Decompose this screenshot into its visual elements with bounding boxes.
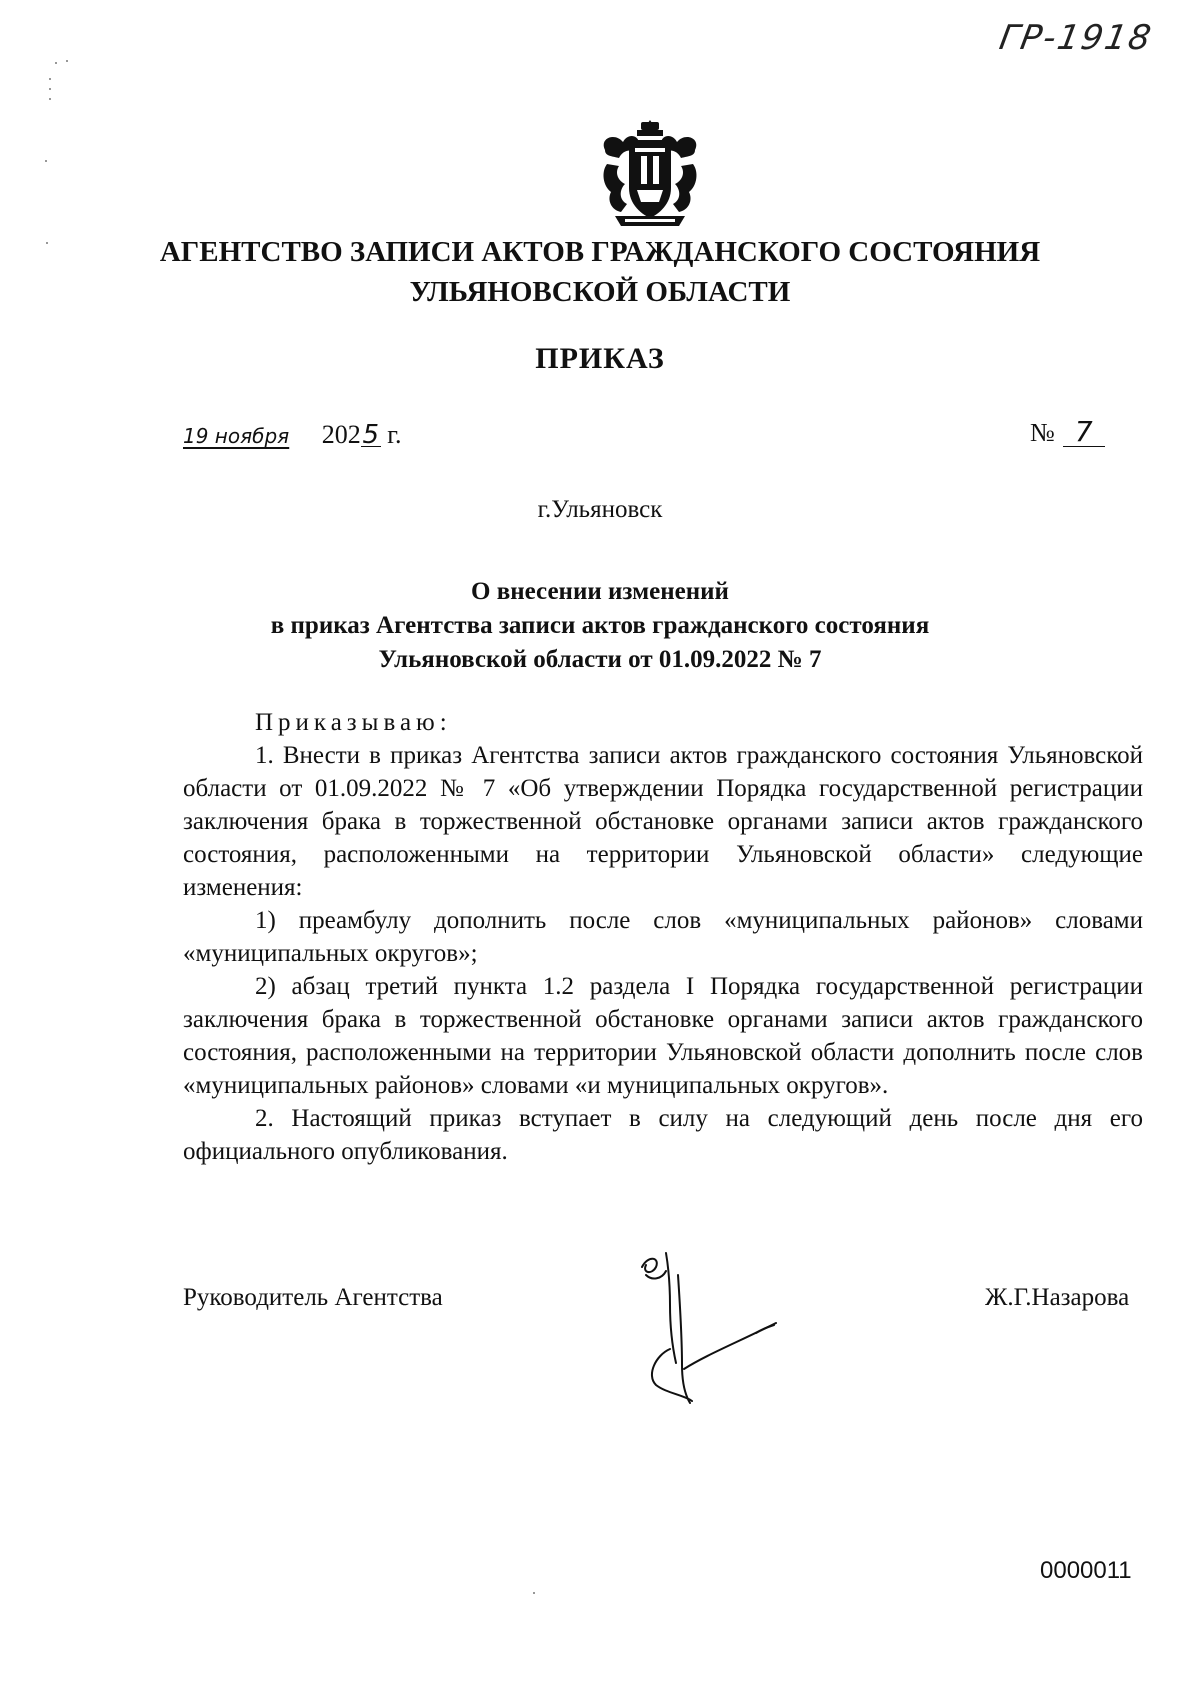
order-subject [180,575,1020,677]
order-number [1030,415,1105,448]
date-year-prefix: 202 [321,420,361,449]
number-label: № [1030,418,1055,447]
date-suffix: г. [387,420,402,449]
subject-line-1: О внесении изменений [471,578,729,605]
order-body [183,706,1143,1168]
body-intro: Приказываю: [255,709,452,736]
date-year-digit: 5 [362,420,379,450]
order-date [183,420,401,450]
body-paragraph-3: 2) абзац третий пункта 1.2 раздела I Порядка государственной регистрации заключения брака в торжественной обстановке органами записи актов гражданского состояния, расположенными на территории Ульяновской области дополнить после слов «муниципальных районов» словами «и муниципальных округов». [183,973,1143,1099]
body-paragraph-4: 2. Настоящий приказ вступает в силу на следующий день после дня его официального опубликования. [183,1105,1143,1165]
coat-of-arms-icon [597,120,703,230]
signatory-name: Ж.Г.Назарова [985,1284,1130,1311]
subject-line-2: в приказ Агентства записи актов гражданского состояния [270,612,930,639]
body-paragraph-1: 1. Внести в приказ Агентства записи актов гражданского состояния Ульяновской области от 01.09.2022 № 7 «Об утверждении Порядка государственной регистрации заключения брака в торжественной обстановке органами записи актов гражданского состояния, расположенными на территории Ульяновской области» следующие изменения: [183,742,1143,901]
agency-header [100,232,1100,312]
subject-line-3: Ульяновской области от 01.09.2022 № 7 [378,646,822,673]
date-day-month: 19 ноября [183,424,290,448]
city: г.Ульяновск [537,496,663,523]
body-paragraph-2: 1) преамбулу дополнить после слов «муниципальных районов» словами «муниципальных округов»; [183,907,1143,967]
registration-number: 0000011 [1040,1557,1132,1584]
corner-handwritten-note: ГР-1918 [996,18,1156,58]
handwritten-signature-icon [636,1245,796,1405]
agency-line-1: АГЕНТСТВО ЗАПИСИ АКТОВ ГРАЖДАНСКОГО СОСТОЯНИЯ [159,236,1041,268]
number-value: 7 [1063,418,1105,447]
signatory-title: Руководитель Агентства [183,1284,443,1311]
agency-line-2: УЛЬЯНОВСКОЙ ОБЛАСТИ [409,276,791,308]
document-type-title: ПРИКАЗ [535,342,665,375]
